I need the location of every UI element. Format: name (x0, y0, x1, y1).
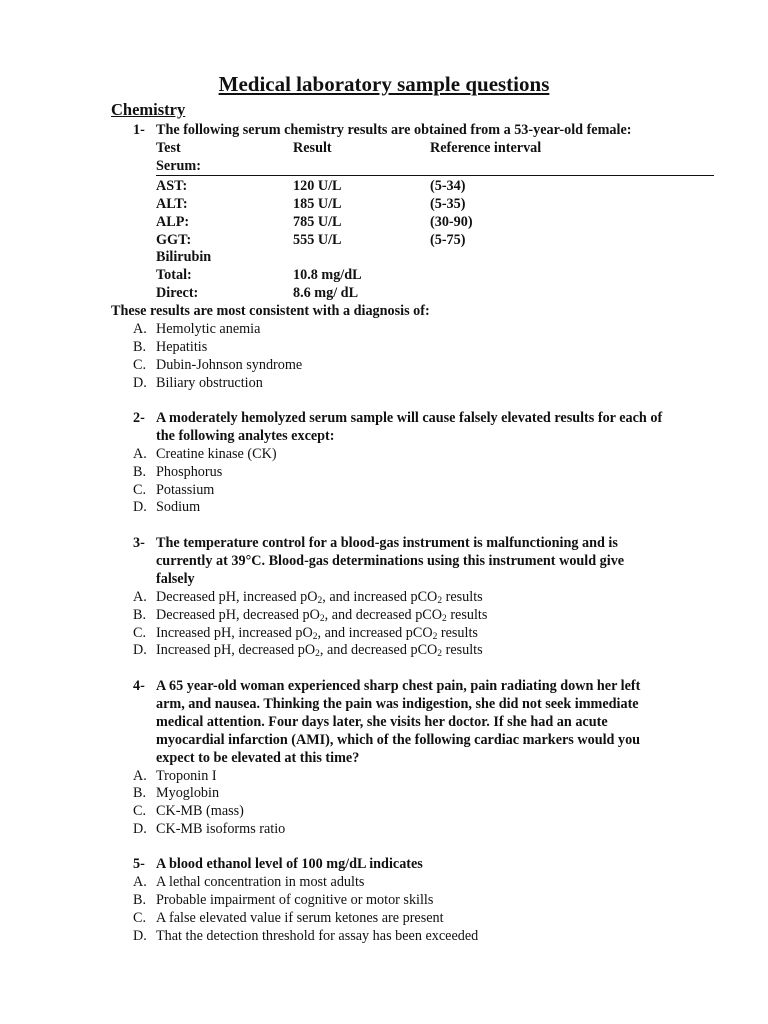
question-stem-line: falsely (156, 571, 195, 587)
option-letter: C. (133, 625, 147, 641)
header-result: Result (293, 140, 332, 156)
option-letter: B. (133, 892, 147, 908)
option-text: Biliary obstruction (156, 375, 263, 391)
question-stem-line: the following analytes except: (156, 428, 335, 444)
page-title: Medical laboratory sample questions (218, 72, 550, 96)
option-letter: C. (133, 482, 147, 498)
option-letter: B. (133, 785, 147, 801)
row-test: Direct: (156, 285, 199, 301)
option-letter: A. (133, 589, 147, 605)
option-letter: C. (133, 357, 147, 373)
option-letter: A. (133, 768, 147, 784)
section-heading: Chemistry (111, 100, 186, 119)
option-text: Hemolytic anemia (156, 321, 261, 337)
option-letter: C. (133, 803, 147, 819)
row-result: 555 U/L (293, 232, 342, 248)
header-reference: Reference interval (430, 140, 542, 156)
question-stem-line: arm, and nausea. Thinking the pain was indigestion, she did not seek immediate (156, 696, 639, 712)
question-stem-line: A 65 year-old woman experienced sharp chest pain, pain radiating down her left (156, 678, 641, 694)
option-letter: B. (133, 464, 147, 480)
option-text: A false elevated value if serum ketones are present (156, 910, 444, 926)
row-result: 120 U/L (293, 178, 342, 194)
option-letter: A. (133, 321, 147, 337)
option-letter: B. (133, 607, 147, 623)
row-ref: (5-34) (430, 178, 466, 194)
option-text: Hepatitis (156, 339, 208, 355)
row-result: 8.6 mg/ dL (293, 285, 359, 301)
option-letter: A. (133, 874, 147, 890)
row-test: Total: (156, 267, 192, 283)
row-result: 10.8 mg/dL (293, 267, 362, 283)
option-text: Potassium (156, 482, 215, 498)
option-text: Troponin I (156, 768, 217, 784)
option-text: Increased pH, increased $pO_2$, and increased pCO$_2$ results (156, 625, 478, 642)
question-stem-line: myocardial infarction (AMI), which of the following cardiac markers would you (156, 732, 641, 748)
row-ref: (5-75) (430, 232, 466, 248)
question-number: 3- (133, 535, 145, 551)
bilirubin-label: Bilirubin (156, 249, 212, 265)
question-number: 5- (133, 856, 145, 872)
question-stem-line: medical attention. Four days later, she visits her doctor. If she had an acute (156, 714, 608, 730)
question-stem: The following serum chemistry results are obtained from a 53-year-old female: (156, 122, 632, 138)
option-letter: D. (133, 642, 147, 658)
option-letter: C. (133, 910, 147, 926)
option-letter: A. (133, 446, 147, 462)
option-text: Dubin-Johnson syndrome (156, 357, 303, 373)
question-stem-line: The temperature control for a blood-gas instrument is malfunctioning and is (156, 535, 618, 551)
question-number: 2- (133, 410, 145, 426)
option-text: A lethal concentration in most adults (156, 874, 365, 890)
option-text: CK-MB (mass) (156, 803, 244, 819)
option-text: Decreased pH, increased $pO_2$, and increased pCO$_2$ results (156, 589, 483, 606)
row-ref: (5-35) (430, 196, 466, 212)
option-letter: D. (133, 499, 147, 515)
option-letter: D. (133, 375, 147, 391)
option-text: Myoglobin (156, 785, 220, 801)
question-number: 4- (133, 678, 145, 694)
question-stem-line: expect to be elevated at this time? (156, 750, 360, 766)
row-test: ALT: (156, 196, 188, 212)
question-followup: These results are most consistent with a diagnosis of: (111, 303, 430, 319)
option-text: Probable impairment of cognitive or motor skills (156, 892, 434, 908)
option-text: Sodium (156, 499, 201, 515)
row-test: AST: (156, 178, 188, 194)
serum-label: Serum: (156, 158, 201, 174)
option-text: Increased pH, decreased $pO_2$, and decreased pCO$_2$ results (156, 642, 483, 659)
row-test: ALP: (156, 214, 190, 230)
option-text: Decreased pH, decreased $pO_2$, and decreased pCO$_2$ results (156, 607, 488, 624)
header-test: Test (156, 140, 181, 156)
question-stem-line: A blood ethanol level of 100 mg/dL indicates (156, 856, 423, 872)
row-result: 785 U/L (293, 214, 342, 230)
option-letter: B. (133, 339, 147, 355)
option-letter: D. (133, 928, 147, 944)
option-text: That the detection threshold for assay has been exceeded (156, 928, 479, 944)
option-text: Creatine kinase (CK) (156, 446, 277, 462)
row-result: 185 U/L (293, 196, 342, 212)
question-number: 1- (133, 122, 145, 138)
row-test: GGT: (156, 232, 192, 248)
table-divider (156, 175, 714, 176)
option-text: Phosphorus (156, 464, 223, 480)
question-stem-line: currently at 39°C. Blood-gas determinations using this instrument would give (156, 553, 625, 569)
question-stem-line: A moderately hemolyzed serum sample will cause falsely elevated results for each of (156, 410, 663, 426)
option-letter: D. (133, 821, 147, 837)
option-text: CK-MB isoforms ratio (156, 821, 286, 837)
row-ref: (30-90) (430, 214, 473, 230)
